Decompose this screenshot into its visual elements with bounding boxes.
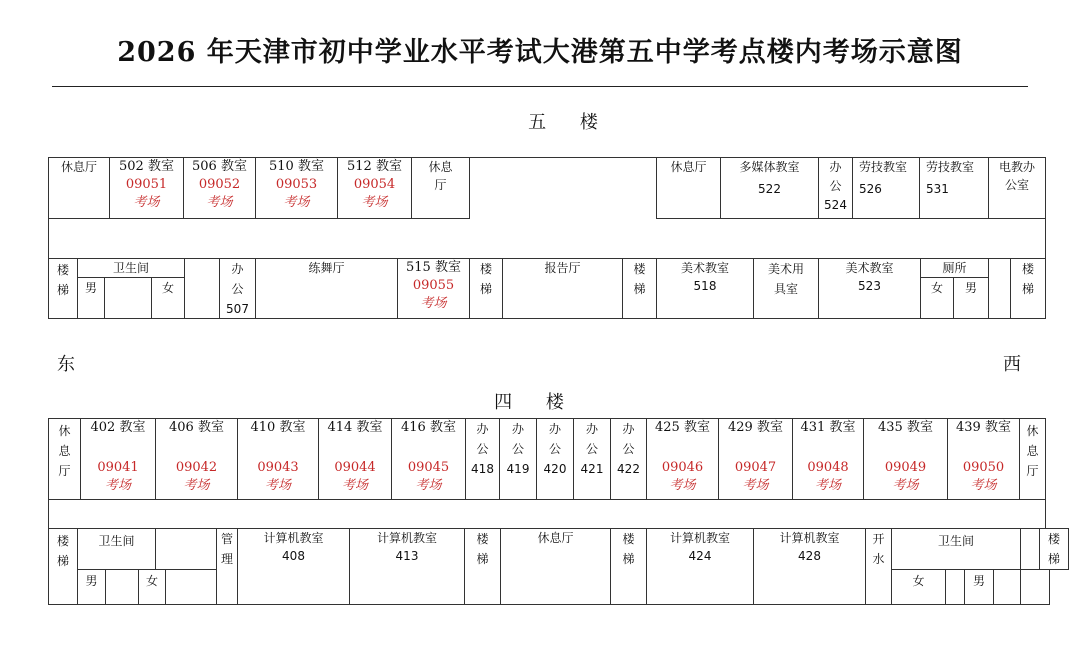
f5-room-515: 515 教室 09055 考场 [397,258,470,319]
f5-blank-a [184,258,220,319]
f5-toilet-female: 女 [151,277,185,319]
f4-toilet-west-blank [993,569,1021,605]
f5-wc-male: 男 [953,277,989,319]
f5-report-hall: 报告厅 [502,258,623,319]
f4-room-435: 435 教室 09049 考场 [863,418,948,500]
f5-room-512: 512 教室 09054 考场 [337,157,412,219]
f4-toilet-female: 女 [138,569,166,605]
f4-room-425: 425 教室 09046 考场 [646,418,719,500]
f4-stairs-mid2: 楼 梯 [610,528,647,605]
f4-room-431: 431 教室 09048 考场 [792,418,864,500]
f4-stairs-west: 楼 梯 [1039,528,1069,570]
f4-room-414: 414 教室 09044 考场 [318,418,392,500]
f4-office-420: 办 公 420 [536,418,574,500]
f5-corridor-top [469,157,657,158]
f5-wc-female: 女 [920,277,954,319]
f4-room-439: 439 教室 09050 考场 [947,418,1020,500]
f5-stairs-mid2: 楼 梯 [622,258,657,319]
direction-east: 东 [57,354,75,375]
f5-room-510: 510 教室 09053 考场 [255,157,338,219]
f4-toilet-west-male: 男 [964,569,994,605]
f5-office-524: 办 公 524 [818,157,853,219]
f4-toilet-west: 卫生间 [891,528,1021,570]
floor4-label: 四 楼 [494,392,578,413]
f5-dance-hall: 练舞厅 [255,258,398,319]
f5-art-518: 美术教室 518 [656,258,754,319]
f5-stairs-mid: 楼 梯 [469,258,503,319]
f4-rest-mid: 休息厅 [500,528,611,605]
page-title: 2026 年天津市初中学业水平考试大港第五中学考点楼内考场示意图 [117,37,963,68]
f4-comp-428: 计算机教室 428 [753,528,866,605]
title-divider [52,86,1028,87]
f4-bottom-ext [1020,604,1050,605]
f5-labor-526: 劳技教室 526 [852,157,920,219]
f5-rest-mid: 休息 厅 [411,157,470,219]
f4-blank-b [165,569,217,605]
f4-room-410: 410 教室 09043 考场 [237,418,319,500]
f4-blank-a [155,528,217,570]
f5-stairs-east: 楼 梯 [48,258,78,319]
f4-frame-right [1045,499,1046,529]
f4-stairs-mid: 楼 梯 [464,528,501,605]
f4-comp-408: 计算机教室 408 [237,528,350,605]
f5-toilet: 卫生间 [77,258,185,278]
f4-toilet-gap [105,569,139,605]
f4-rest-left: 休 息 厅 [48,418,81,500]
f4-stairs-east: 楼 梯 [48,528,78,605]
f4-room-416: 416 教室 09045 考场 [391,418,466,500]
f5-media-room: 多媒体教室 522 [720,157,819,219]
floor5-label: 五 楼 [528,112,612,133]
f5-art-tools: 美术用 具室 [753,258,819,319]
f5-toilet-gap [104,277,152,319]
f4-office-418: 办 公 418 [465,418,500,500]
f4-manage: 管 理 [216,528,238,605]
f5-wc: 厕所 [920,258,989,278]
f4-comp-413: 计算机教室 413 [349,528,465,605]
f4-comp-424: 计算机教室 424 [646,528,754,605]
f5-toilet-male: 男 [77,277,105,319]
f4-toilet-west-gap [945,569,965,605]
f4-office-422: 办 公 422 [610,418,647,500]
f5-office-507: 办 公 507 [219,258,256,319]
f4-blank-c [1020,528,1040,570]
f4-toilet-west-female: 女 [891,569,946,605]
f5-av-office: 电教办 公室 [988,157,1046,219]
f5-blank-b [988,258,1011,319]
f5-room-506: 506 教室 09052 考场 [183,157,256,219]
direction-west: 西 [1003,354,1021,375]
f5-stairs-west: 楼 梯 [1010,258,1046,319]
f4-frame-right-low [1049,569,1050,605]
f4-toilet: 卫生间 [77,528,156,570]
f5-rest-left: 休息厅 [48,157,110,219]
f4-room-429: 429 教室 09047 考场 [718,418,793,500]
f4-room-402: 402 教室 09041 考场 [80,418,156,500]
f4-room-406: 406 教室 09042 考场 [155,418,238,500]
f4-water: 开 水 [865,528,892,605]
f4-rest-right: 休 息 厅 [1019,418,1046,500]
f5-art-523: 美术教室 523 [818,258,921,319]
f4-office-419: 办 公 419 [499,418,537,500]
f5-rest-right: 休息厅 [656,157,721,219]
f4-toilet-male: 男 [77,569,106,605]
f5-labor-531: 劳技教室 531 [919,157,989,219]
f4-office-421: 办 公 421 [573,418,611,500]
f5-room-502: 502 教室 09051 考场 [109,157,184,219]
